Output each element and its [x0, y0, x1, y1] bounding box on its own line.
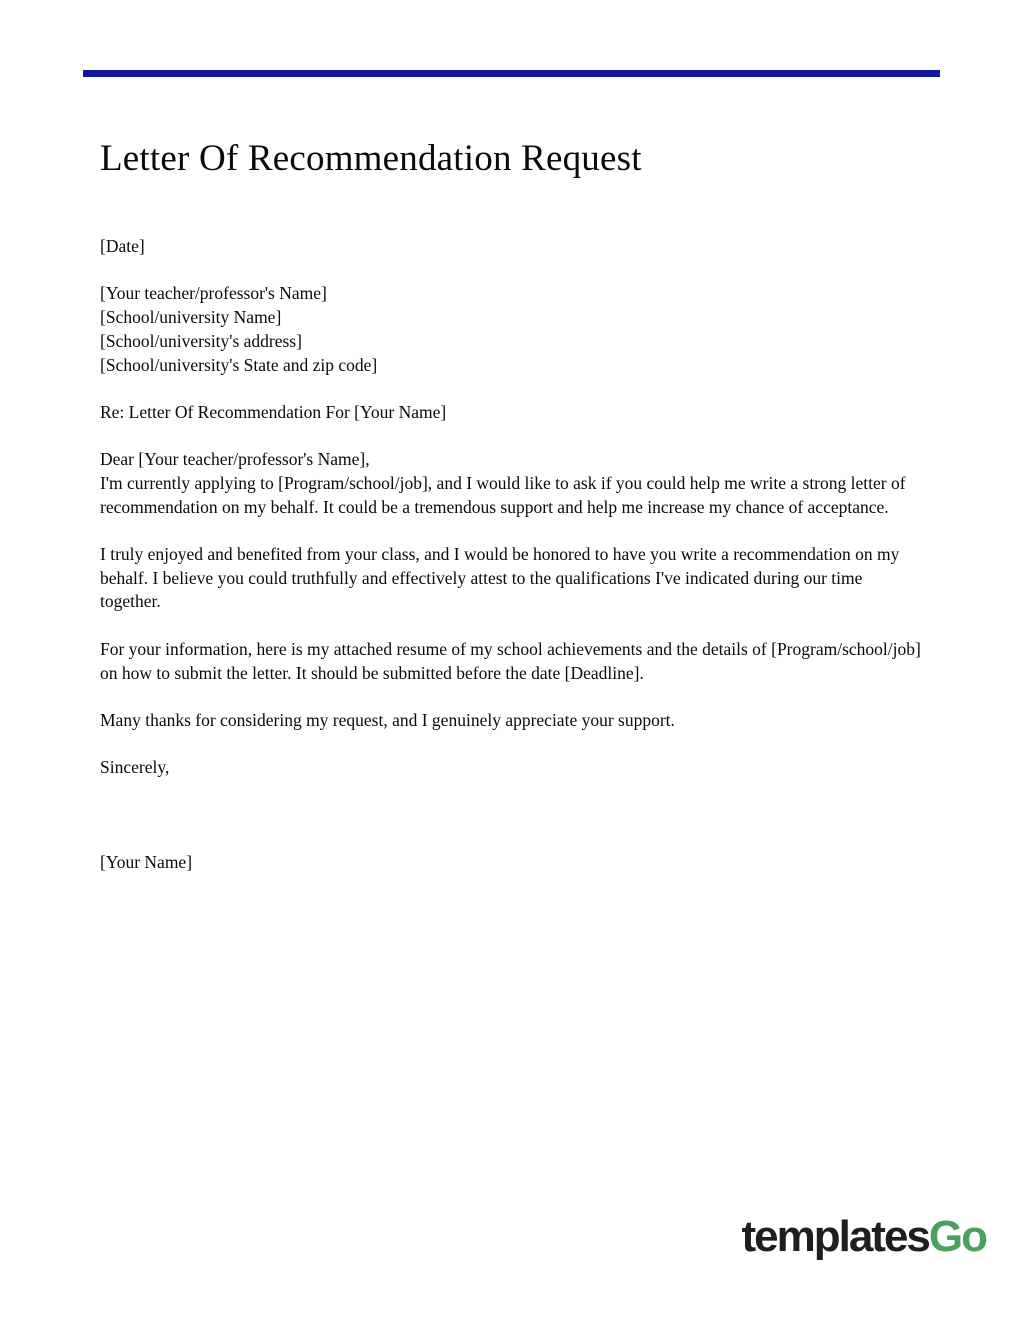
salutation: Dear [Your teacher/professor's Name], [100, 449, 370, 470]
signature-placeholder: [Your Name] [100, 852, 193, 873]
recipient-line: [Your teacher/professor's Name] [100, 283, 327, 304]
opening-paragraph [100, 448, 922, 519]
body-paragraph: I truly enjoyed and benefited from your class, and I would be honored to have you write a recommendation on my behalf. I believe you could truthfully and effectively attest to the qualifications I've indicated during our time together. [100, 544, 900, 612]
body-paragraph: I'm currently applying to [Program/school/job], and I would like to ask if you could help me write a strong letter of recommendation on my behalf. It could be a tremendous support and help me increase my chance of acceptance. [100, 472, 906, 517]
closing: Sincerely, [100, 757, 170, 778]
recipient-address-block [100, 282, 922, 377]
logo-text-go: Go [928, 1212, 986, 1261]
page-title: Letter Of Recommendation Request [100, 137, 642, 179]
recipient-line: [School/university's address] [100, 330, 302, 351]
brand-logo [741, 1212, 986, 1262]
recipient-line: [School/university's State and zip code] [100, 354, 378, 375]
logo-text-templates: templates [741, 1212, 929, 1261]
body-paragraph: For your information, here is my attached resume of my school achievements and the details of [Program/school/job] on how to submit the letter. It should be submitted before the date [Deadline]. [100, 638, 921, 683]
body-paragraph: Many thanks for considering my request, and I genuinely appreciate your support. [100, 709, 675, 730]
top-rule [83, 70, 940, 77]
subject-line: Re: Letter Of Recommendation For [Your Name] [100, 401, 447, 422]
letter-body [100, 235, 922, 898]
date-placeholder: [Date] [100, 236, 145, 256]
recipient-line: [School/university Name] [100, 307, 282, 328]
